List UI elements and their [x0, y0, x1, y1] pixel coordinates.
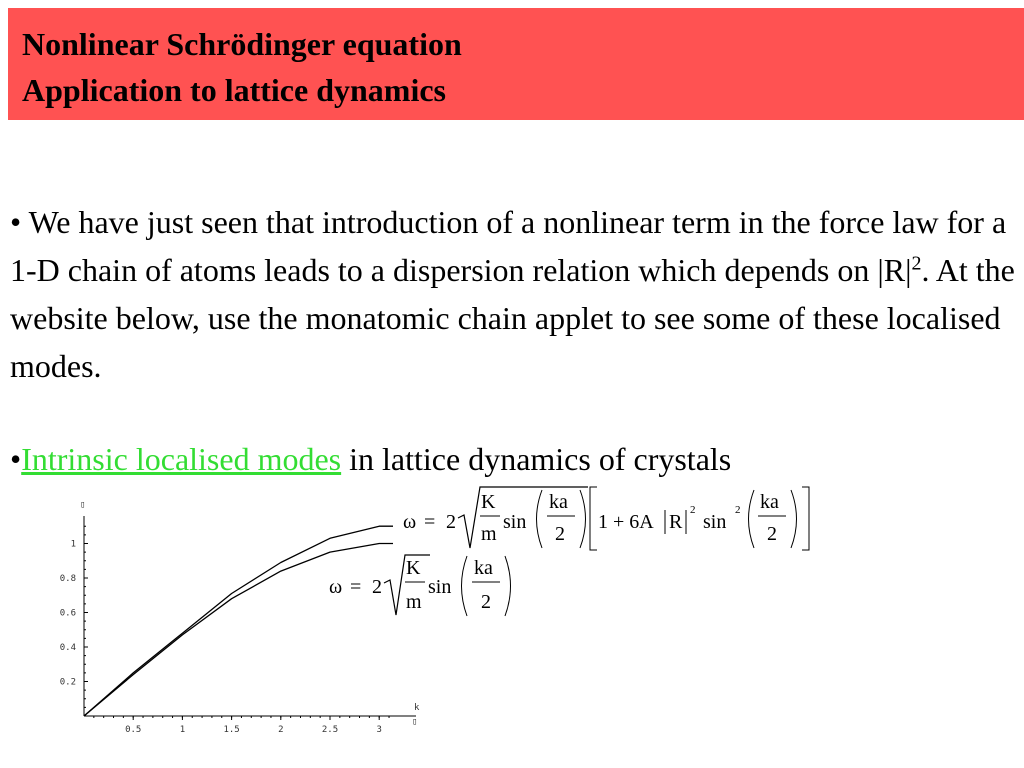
eq-sin: sin [503, 511, 527, 533]
left-bracket [590, 487, 597, 550]
slide-subtitle: Application to lattice dynamics [22, 72, 446, 108]
bullet-text-part-2: . At the website below, use the monatomic chain applet to see some of these localised modes. [10, 252, 1015, 384]
left-paren [537, 490, 543, 548]
equation-graphic [400, 484, 820, 556]
dispersion-plot [48, 494, 438, 749]
left-paren-2 [749, 490, 755, 548]
eq-R: R [669, 511, 683, 533]
eq-sin: sin [428, 576, 452, 598]
eq-two: 2 [446, 511, 456, 533]
eq-sin-exp: 2 [735, 504, 741, 516]
nonlinear-dispersion-equation [400, 484, 820, 561]
dispersion-plot-svg [48, 494, 438, 744]
bullet-paragraph-2 [10, 435, 1015, 483]
eq-ka: ka [474, 557, 493, 579]
eq-exp2: 2 [690, 504, 696, 516]
eq-den2: 2 [481, 591, 491, 613]
right-paren [505, 556, 511, 616]
eq-K: K [481, 491, 496, 513]
eq-m: m [406, 591, 422, 613]
eq-two: 2 [372, 576, 382, 598]
eq-omega: ω [329, 576, 343, 598]
right-paren-2 [791, 490, 797, 548]
series-line-2 [84, 526, 393, 716]
x-tick-label: 1 [179, 725, 186, 735]
right-paren [580, 490, 586, 548]
eq-K: K [406, 557, 421, 579]
y-tick-label: 1 [70, 539, 76, 550]
eq-one-plus-6a: 1 + 6A [598, 511, 654, 533]
slide-title: Nonlinear Schrödinger equation [22, 26, 462, 62]
x-tick-label: 2 [278, 725, 284, 735]
title-banner [8, 8, 1024, 120]
y-tick-label: 0.8 [59, 574, 76, 584]
eq-omega: ω [403, 511, 417, 533]
y-tick-label: 0.6 [59, 608, 76, 619]
x-tick-label: 0.5 [125, 725, 142, 735]
intrinsic-localised-modes-link[interactable]: Intrinsic localised modes [21, 441, 342, 477]
x-tick-label: 1.5 [223, 725, 240, 735]
eq-den2-2: 2 [767, 523, 777, 545]
eq-den2: 2 [555, 523, 565, 545]
series-line-1 [84, 544, 393, 717]
eq-ka-2: ka [760, 491, 779, 513]
x-axis-label: k [414, 703, 420, 713]
y-axis-symbol: ▯ [80, 500, 86, 510]
eq-ka: ka [549, 491, 568, 513]
bullet-paragraph-1 [10, 198, 1015, 390]
eq-sin2: sin [703, 511, 727, 533]
bullet-text-part-1: We have just seen that introduction of a nonlinear term in the force law for a 1-D chain of atoms leads to a dispersion relation which depends on |R| [10, 204, 1007, 288]
y-tick-label: 0.2 [59, 677, 76, 688]
axis-ticks [60, 526, 389, 735]
eq-m: m [481, 523, 497, 545]
eq-equals: = [350, 576, 362, 598]
plot-series [84, 526, 393, 716]
bullet-marker: • [10, 204, 22, 240]
link-trailing-text: in lattice dynamics of crystals [341, 441, 732, 477]
eq-equals: = [424, 511, 436, 533]
bullet-marker: • [10, 441, 22, 477]
x-tick-label: 2.5 [321, 725, 339, 735]
right-bracket [802, 487, 809, 550]
superscript-two: 2 [911, 252, 922, 275]
y-tick-label: 0.4 [59, 643, 76, 653]
left-paren [462, 556, 468, 616]
x-axis-symbol: ▯ [412, 717, 418, 727]
x-tick-label: 3 [376, 725, 382, 735]
